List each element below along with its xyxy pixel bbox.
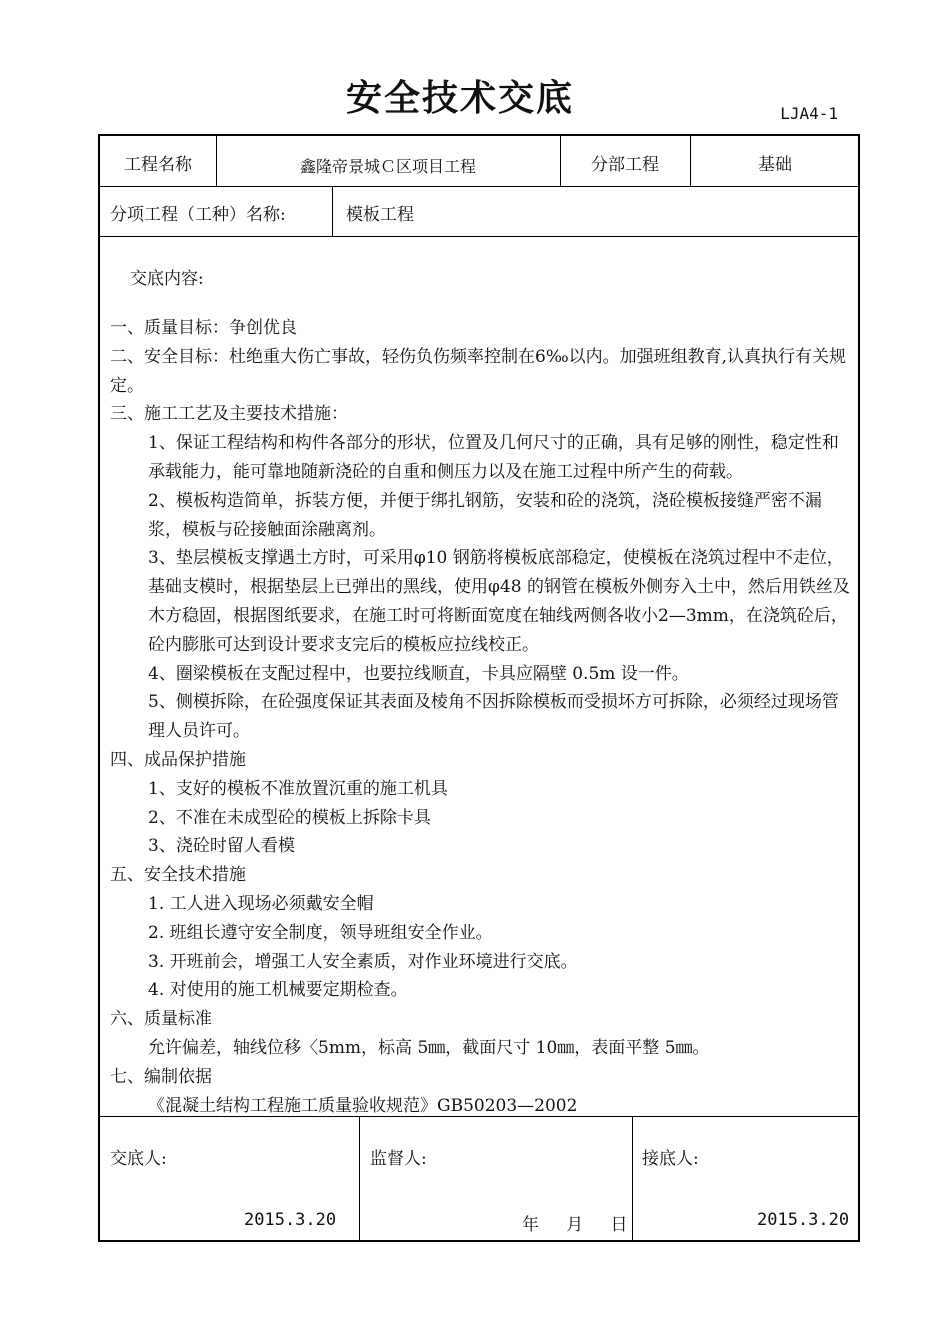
col-divider-sig-a — [359, 1116, 360, 1240]
content-paragraph: 《混凝土结构工程施工质量验收规范》GB50203—2002 — [148, 1095, 578, 1116]
content-paragraphs — [110, 314, 850, 1120]
content-paragraph: 3. 开班前会，增强工人安全素质，对作业环境进行交底。 — [148, 951, 578, 972]
supervisor-date: 年 月 日 — [522, 1215, 628, 1235]
receiver-date: 2015.3.20 — [757, 1210, 850, 1230]
discloser-label: 交底人: — [110, 1149, 167, 1169]
disclosure-form — [98, 134, 860, 1242]
content-paragraph: 六、质量标准 — [110, 1009, 212, 1030]
subitem-value: 模板工程 — [346, 205, 414, 225]
content-paragraph: 一、质量目标：争创优良 — [110, 318, 297, 338]
content-paragraph: 3、垫层模板支撑遇土方时，可采用φ10 钢筋将模板底部稳定，使模板在浇筑过程中不走位，基础支模时，根据垫层上已弹出的黑线，使用φ48 的钢管在模板外侧夯入土中，然后用铁丝及木方稳固，根据图纸要求，在施工时可将断面宽度在轴线两侧各收小2—3mm，在浇筑砼后，砼内膨胀可达到设计要求支完后的模板应拉线校正。 — [148, 548, 850, 655]
content-paragraph: 七、编制依据 — [110, 1066, 212, 1087]
content-paragraph: 二、安全目标：杜绝重大伤亡事故，轻伤负伤频率控制在6‰以内。加强班组教育,认真执行有关规定。 — [110, 346, 847, 396]
division-value: 基础 — [758, 155, 792, 175]
content-paragraph: 1、支好的模板不准放置沉重的施工机具 — [148, 778, 448, 799]
content-paragraph: 五、安全技术措施 — [110, 865, 246, 886]
content-paragraph: 三、施工工艺及主要技术措施： — [110, 404, 348, 425]
project-name-label: 工程名称 — [124, 155, 192, 175]
division-label: 分部工程 — [591, 155, 659, 175]
content-paragraph: 2. 班组长遵守安全制度，领导班组安全作业。 — [148, 922, 493, 943]
content-paragraph: 2、不准在未成型砼的模板上拆除卡具 — [148, 807, 431, 828]
row-divider-1 — [100, 186, 858, 187]
content-paragraph: 1、保证工程结构和构件各部分的形状，位置及几何尺寸的正确，具有足够的刚性，稳定性和承载能力，能可靠地随新浇砼的自重和侧压力以及在施工过程中所产生的荷载。 — [148, 433, 839, 482]
content-paragraph: 3、浇砼时留人看模 — [148, 836, 295, 857]
content-area — [100, 236, 858, 1116]
project-name-value: 鑫隆帝景城Ｃ区项目工程 — [299, 157, 476, 176]
content-paragraph: 4. 对使用的施工机械要定期检查。 — [148, 980, 408, 1001]
col-divider-sig-b — [632, 1116, 633, 1240]
content-paragraph: 允许偏差，轴线位移〈5mm，标高 5㎜，截面尺寸 10㎜，表面平整 5㎜。 — [148, 1037, 710, 1058]
discloser-date: 2015.3.20 — [244, 1210, 337, 1230]
receiver-label: 接底人: — [642, 1149, 699, 1169]
document-title: 安全技术交底 — [345, 78, 574, 119]
content-paragraph: 5、侧模拆除，在砼强度保证其表面及棱角不因拆除模板而受损坏方可拆除，必须经过现场管理人员许可。 — [148, 692, 839, 742]
content-paragraph: 4、圈梁模板在支配过程中，也要拉线顺直，卡具应隔壁 0.5m 设一件。 — [148, 663, 689, 684]
col-divider-r2 — [332, 186, 333, 236]
content-paragraph: 四、成品保护措施 — [110, 749, 246, 770]
subitem-label: 分项工程（工种）名称: — [110, 205, 286, 225]
content-paragraph: 2、模板构造简单，拆装方便，并便于绑扎钢筋，安装和砼的浇筑，浇砼模板接缝严密不漏浆，模板与砼接触面涂融离剂。 — [148, 490, 822, 540]
form-code: LJA4-1 — [780, 104, 838, 123]
content-paragraph: 1. 工人进入现场必须戴安全帽 — [148, 893, 374, 914]
content-heading: 交底内容: — [130, 269, 204, 289]
supervisor-label: 监督人: — [370, 1149, 427, 1169]
